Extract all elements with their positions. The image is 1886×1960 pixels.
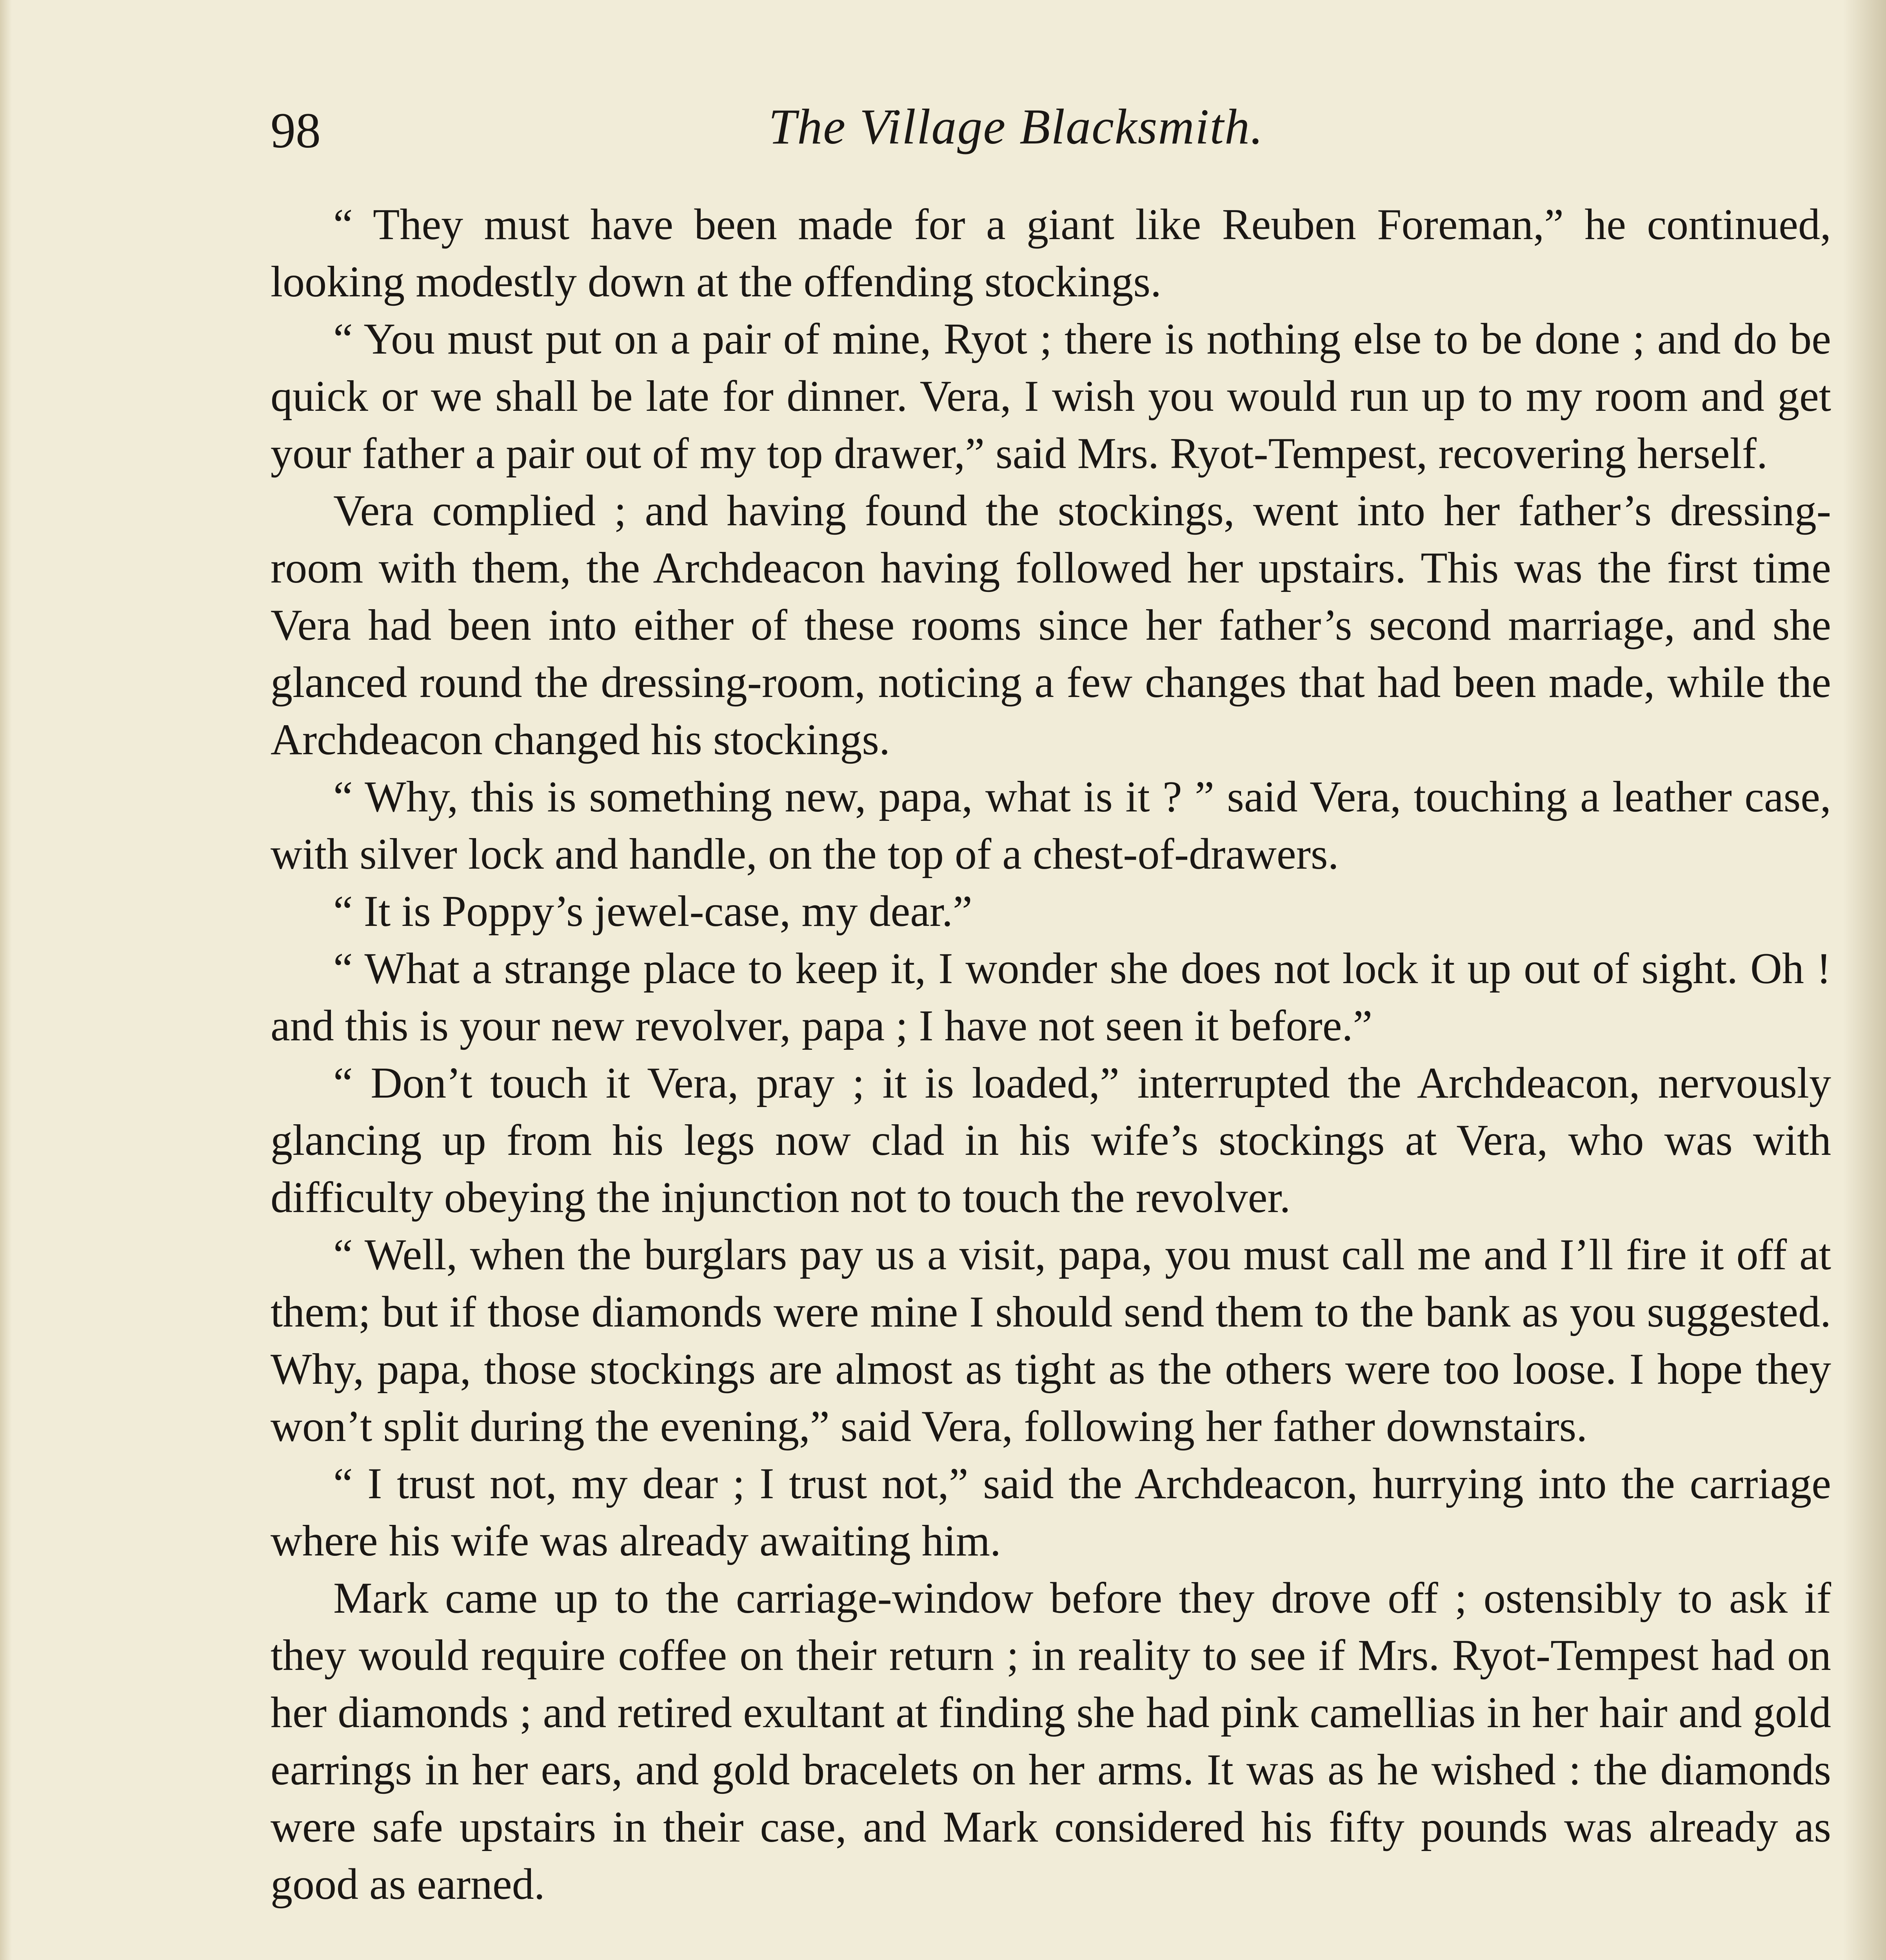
paragraph: “ You must put on a pair of mine, Ryot ; there is nothing else to be done ; and do be quick or we shall be late for dinner. Vera, I wish you would run up to my room and get your father a pair out of my top drawer,” said Mrs. Ryot-Tempest, recovering herself. — [271, 315, 1831, 478]
page-number: 98 — [271, 103, 321, 158]
page-header — [271, 94, 1831, 165]
paragraph: Mark came up to the carriage-window before they drove off ; ostensibly to ask if they would require coffee on their return ; in reality to see if Mrs. Ryot-Tempest had on her diamonds ; and retired exultant at finding she had pink camellias in her hair and gold earrings in her ears, and gold bracelets on her arms. It was as he wished : the diamonds were safe upstairs in their case, and Mark considered his fifty pounds was already as good as earned. — [271, 1574, 1831, 1909]
paragraph: “ It is Poppy’s jewel-case, my dear.” — [333, 887, 972, 936]
paragraph: “ Don’t touch it Vera, pray ; it is loaded,” interrupted the Archdeacon, nervously glancing up from his legs now clad in his wife’s stockings at Vera, who was with difficulty obeying the injunction not to touch the revolver. — [271, 1059, 1831, 1222]
paragraph: Vera complied ; and having found the stockings, went into her father’s dressing-room with them, the Archdeacon having followed her upstairs. This was the first time Vera had been into either of these rooms since her father’s second marriage, and she glanced round the dressing-room, noticing a few changes that had been made, while the Archdeacon changed his stockings. — [271, 486, 1831, 764]
body-text — [271, 196, 1831, 1913]
paragraph: “ Why, this is something new, papa, what is it ? ” said Vera, touching a leather case, with silver lock and handle, on the top of a chest-of-drawers. — [271, 773, 1831, 878]
paragraph: “ I trust not, my dear ; I trust not,” said the Archdeacon, hurrying into the carriage where his wife was already awaiting him. — [271, 1459, 1831, 1565]
running-title: The Village Blacksmith. — [769, 99, 1264, 154]
paragraph: “ What a strange place to keep it, I wonder she does not lock it up out of sight. Oh ! and this is your new revolver, papa ; I have not seen it before.” — [271, 944, 1831, 1050]
paragraph: “ They must have been made for a giant like Reuben Foreman,” he continued, looking modestly down at the offending stockings. — [271, 200, 1831, 306]
paragraph: “ Well, when the burglars pay us a visit, papa, you must call me and I’ll fire it off at them; but if those diamonds were mine I should send them to the bank as you suggested. Why, papa, those stockings are almost as tight as the others were too loose. I hope they won’t split during the evening,” said Vera, following her father downstairs. — [271, 1230, 1831, 1451]
